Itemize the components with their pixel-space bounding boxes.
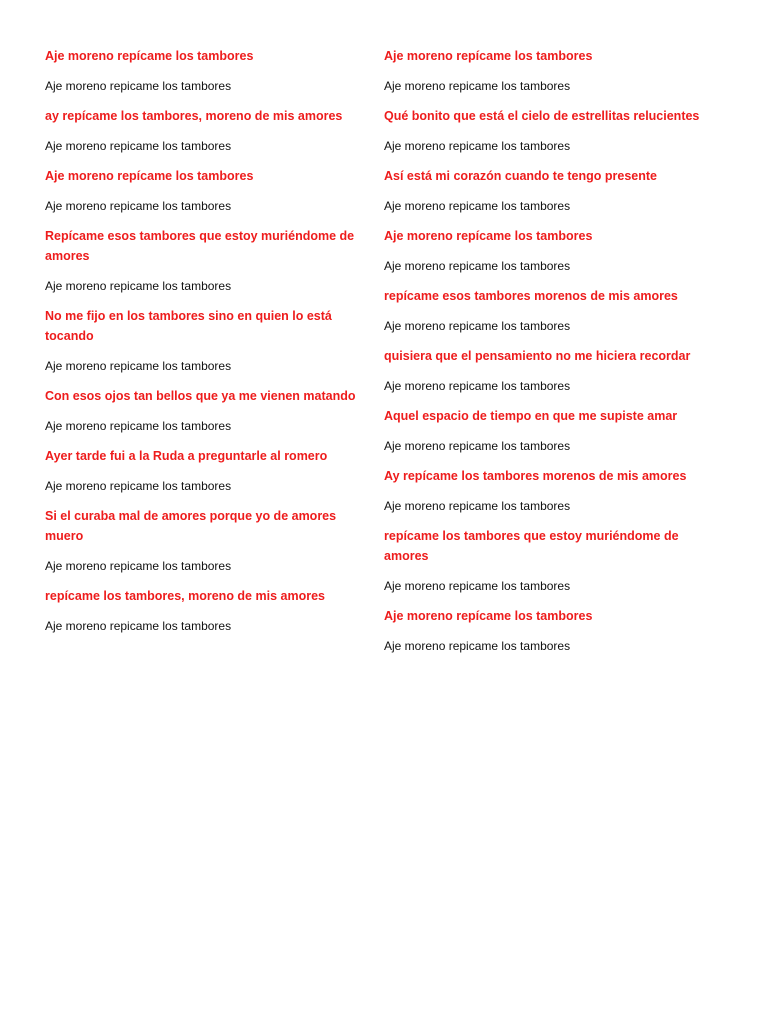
lyric-chorus-line: Aje moreno repicame los tambores [45,79,232,93]
lyric-verse-line: Aje moreno repícame los tambores [384,609,593,623]
lyric-verse-line: repícame esos tambores morenos de mis amores [384,289,678,303]
lyric-verse-line: ay repícame los tambores, moreno de mis amores [45,109,343,123]
lyric-verse-line: Con esos ojos tan bellos que ya me vienen matando [45,389,356,403]
lyric-verse-line: Si el curaba mal de amores porque yo de amores muero [45,509,337,543]
lyric-chorus-line: Aje moreno repicame los tambores [384,439,571,453]
lyric-verse-line: Aje moreno repícame los tambores [45,169,254,183]
lyric-verse-line: quisiera que el pensamiento no me hiciera recordar [384,349,691,363]
lyric-chorus-line: Aje moreno repicame los tambores [45,359,232,373]
lyrics-left-column [45,46,375,646]
lyric-verse-line: Qué bonito que está el cielo de estrellitas relucientes [384,109,700,123]
lyric-chorus-line: Aje moreno repicame los tambores [384,319,571,333]
lyric-verse-line: Ay repícame los tambores morenos de mis amores [384,469,687,483]
lyric-chorus-line: Aje moreno repicame los tambores [45,619,232,633]
lyric-chorus-line: Aje moreno repicame los tambores [45,279,232,293]
lyric-chorus-line: Aje moreno repicame los tambores [45,139,232,153]
lyric-verse-line: repícame los tambores, moreno de mis amores [45,589,325,603]
lyric-chorus-line: Aje moreno repicame los tambores [45,479,232,493]
lyric-verse-line: Repícame esos tambores que estoy muriéndome de amores [45,229,355,263]
lyric-chorus-line: Aje moreno repicame los tambores [384,499,571,513]
lyric-verse-line: No me fijo en los tambores sino en quien lo está tocando [45,309,332,343]
lyric-verse-line: repícame los tambores que estoy muriéndome de amores [384,529,679,563]
lyric-chorus-line: Aje moreno repicame los tambores [384,259,571,273]
lyric-verse-line: Ayer tarde fui a la Ruda a preguntarle al romero [45,449,328,463]
lyric-chorus-line: Aje moreno repicame los tambores [45,199,232,213]
lyric-verse-line: Así está mi corazón cuando te tengo presente [384,169,657,183]
lyric-chorus-line: Aje moreno repicame los tambores [384,379,571,393]
lyric-chorus-line: Aje moreno repicame los tambores [384,139,571,153]
lyric-verse-line: Aje moreno repícame los tambores [384,49,593,63]
lyrics-right-column [384,46,724,666]
lyric-verse-line: Aquel espacio de tiempo en que me supiste amar [384,409,678,423]
lyric-verse-line: Aje moreno repícame los tambores [384,229,593,243]
lyric-chorus-line: Aje moreno repicame los tambores [45,559,232,573]
lyric-verse-line: Aje moreno repícame los tambores [45,49,254,63]
lyric-chorus-line: Aje moreno repicame los tambores [384,79,571,93]
lyric-chorus-line: Aje moreno repicame los tambores [384,579,571,593]
lyric-chorus-line: Aje moreno repicame los tambores [384,639,571,653]
lyric-chorus-line: Aje moreno repicame los tambores [45,419,232,433]
lyric-chorus-line: Aje moreno repicame los tambores [384,199,571,213]
